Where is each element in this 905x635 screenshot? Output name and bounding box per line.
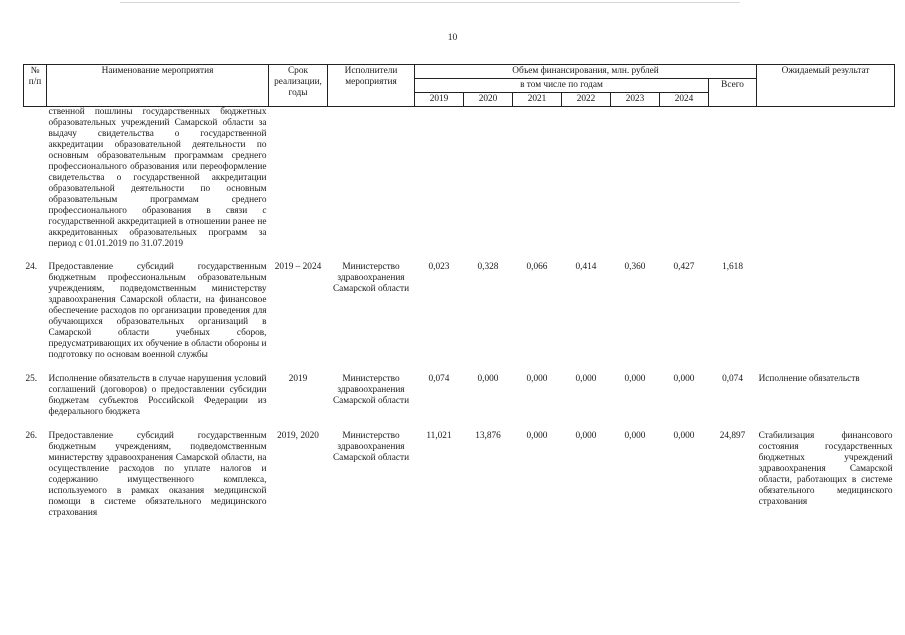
page-number: 10 — [447, 33, 458, 43]
header-result: Ожидаемый результат — [757, 65, 895, 107]
row-result — [757, 256, 895, 368]
row-value: 0,360 — [624, 262, 646, 272]
row-number — [24, 107, 47, 257]
table-row — [24, 107, 895, 257]
row-term: 2019 — [288, 374, 308, 384]
header-year: 2022 — [562, 93, 611, 107]
row-value: 13,876 — [475, 431, 501, 441]
row-value: 0,000 — [575, 374, 597, 384]
financing-table — [23, 64, 895, 526]
row-value — [660, 107, 709, 257]
row-value: 0,000 — [526, 374, 548, 384]
header-total: Всего — [709, 79, 757, 107]
row-name: ственной пошлины государственных бюджетных образовательных учреждений Самарской области за выдачу свидетельства о государственной аккредитации образовательной деятельности по основным образовательным программам среднего профессионального образования или переоформление свидетельства о государственной аккредитации образовательной деятельности по основным образовательным программам среднего профессионального образования в связи с государственной аккредитацией в отношении ранее не аккредитованных образовательных программ за период с 01.01.2019 по 31.07.2019 — [48, 107, 267, 249]
row-value — [415, 107, 464, 257]
header-year: 2020 — [464, 93, 513, 107]
row-name: Предоставление субсидий государственным бюджетным профессиональным образовательным учреждениям, подведомственным министерству здравоохранения Самарской области, на финансовое обеспечение расходов по организации проведения для обучающихся образовательных организаций в Самарской области учебных сборов, предусматривающих их обучение в области обороны и подготовку по основам военной службы — [48, 262, 267, 360]
header-year: 2024 — [660, 93, 709, 107]
row-name: Предоставление субсидий государственным бюджетным учреждениям, подведомственным министерству здравоохранения Самарской области, на осуществление расходов по уплате налогов и содержанию имущественного комплекса, используемого в рамках оказания медицинской помощи в системе обязательного медицинского страхования — [48, 431, 267, 518]
row-result: Исполнение обязательств — [758, 374, 860, 384]
row-term: 2019 – 2024 — [274, 262, 322, 272]
header-term: Срок реализации, годы — [269, 65, 328, 107]
row-value: 0,000 — [477, 374, 499, 384]
row-value: 0,000 — [624, 431, 646, 441]
row-result — [757, 107, 895, 257]
row-total: 24,897 — [719, 431, 746, 441]
row-value: 0,000 — [673, 431, 695, 441]
table-row — [24, 256, 895, 368]
row-executor: Министерство здравоохранения Самарской области — [332, 374, 410, 406]
row-name: Исполнение обязательств в случае нарушения условий соглашений (договоров) о предоставлении субсидии бюджетам субъектов Российской Федерации из федерального бюджета — [48, 374, 267, 417]
table-header — [24, 65, 895, 107]
row-value — [513, 107, 562, 257]
table-row — [24, 368, 895, 425]
row-total: 1,618 — [722, 262, 743, 272]
row-value: 0,066 — [526, 262, 548, 272]
header-year: 2023 — [611, 93, 660, 107]
row-term — [269, 107, 328, 257]
header-name: Наименование мероприятия — [47, 65, 269, 107]
row-total — [709, 107, 757, 257]
table-row — [24, 425, 895, 526]
header-year: 2021 — [513, 93, 562, 107]
row-executor: Министерство здравоохранения Самарской области — [332, 431, 410, 463]
row-term: 2019, 2020 — [277, 431, 319, 441]
row-number: 26. — [25, 431, 38, 441]
row-value: 0,000 — [575, 431, 597, 441]
row-value: 0,000 — [526, 431, 548, 441]
header-finance: Объем финансирования, млн. рублей — [415, 65, 757, 79]
row-value: 0,074 — [428, 374, 450, 384]
scan-artifact-line — [120, 2, 740, 3]
header-num: № п/п — [24, 65, 47, 107]
row-value — [611, 107, 660, 257]
row-value — [562, 107, 611, 257]
row-value: 0,328 — [477, 262, 499, 272]
header-executor: Исполнители мероприятия — [328, 65, 415, 107]
row-value: 11,021 — [426, 431, 452, 441]
row-total: 0,074 — [722, 374, 743, 384]
row-executor — [328, 107, 415, 257]
row-number: 25. — [25, 374, 38, 384]
row-number: 24. — [25, 262, 38, 272]
header-by-years: в том числе по годам — [415, 79, 709, 93]
row-result: Стабилизация финансового состояния государственных бюджетных учреждений здравоохранения Самарской области, работающих в системе обязательного медицинского страхования — [758, 431, 893, 507]
row-value: 0,023 — [428, 262, 450, 272]
row-value: 0,427 — [673, 262, 695, 272]
row-value — [464, 107, 513, 257]
row-value: 0,000 — [624, 374, 646, 384]
header-year: 2019 — [415, 93, 464, 107]
row-value: 0,414 — [575, 262, 597, 272]
row-value: 0,000 — [673, 374, 695, 384]
row-executor: Министерство здравоохранения Самарской области — [332, 262, 410, 294]
